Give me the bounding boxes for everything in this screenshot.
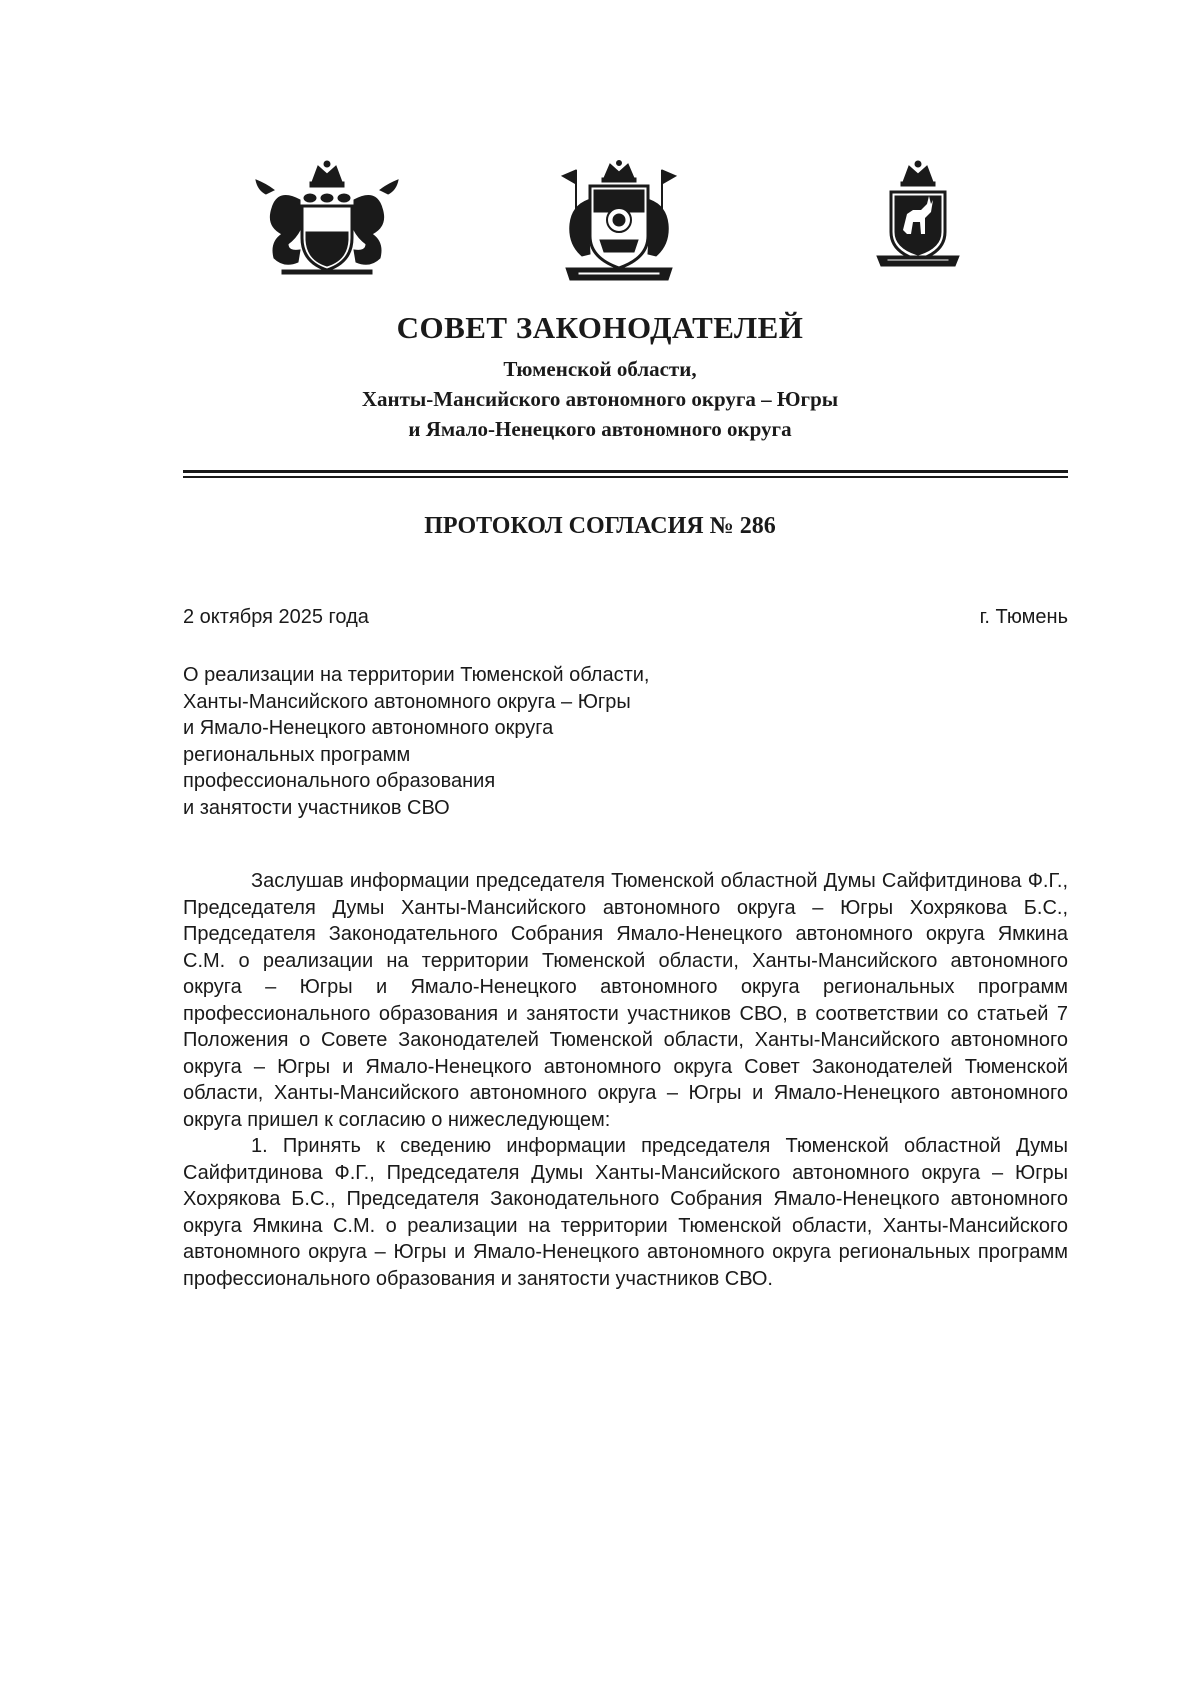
organization-title: СОВЕТ ЗАКОНОДАТЕЛЕЙ	[396, 310, 804, 345]
subject-line: и занятости участников СВО	[183, 796, 450, 819]
organization-line-3: и Ямало-Ненецкого автономного округа	[408, 417, 792, 441]
document-body	[183, 868, 1068, 1292]
document-subject	[183, 662, 803, 821]
tyumen-oblast-emblem-icon	[252, 160, 402, 280]
body-paragraph: 1. Принять к сведению информации председателя Тюменской областной Думы Сайфитдинова Ф.Г., Председателя Думы Ханты-Мансийского автономного округа – Югры Хохрякова Б.С., Председателя Законодательного Собрания Ямало-Ненецкого автономного округа Ямкина С.М. о реализации на территории Тюменской области, Ханты-Мансийского автономного округа – Югры и Ямало-Ненецкого автономного округа региональных программ профессионального образования и занятости участников СВО.	[183, 1135, 1068, 1290]
subject-line: О реализации на территории Тюменской области,	[183, 664, 650, 686]
divider-thin	[183, 476, 1068, 478]
organization-line-2: Ханты-Мансийского автономного округа – Югры	[361, 387, 839, 411]
emblems-row	[0, 158, 1200, 288]
divider-thick	[183, 470, 1068, 473]
organization-line-1: Тюменской области,	[503, 357, 697, 381]
protocol-title: ПРОТОКОЛ СОГЛАСИЯ № 286	[424, 513, 776, 539]
body-paragraph: Заслушав информации председателя Тюменской областной Думы Сайфитдинова Ф.Г., Председателя Думы Ханты-Мансийского автономного округа – Югры Хохрякова Б.С., Председателя Законодательного Собрания Ямало-Ненецкого автономного округа Ямкина С.М. о реализации на территории Тюменской области, Ханты-Мансийского автономного округа – Югры и Ямало-Ненецкого автономного округа региональных программ профессионального образования и занятости участников СВО, в соответствии со статьей 7 Положения о Совете Законодателей Тюменской области, Ханты-Мансийского автономного округа – Югры и Ямало-Ненецкого автономного округа Совет Законодателей Тюменской области, Ханты-Мансийского автономного округа – Югры и Ямало-Ненецкого автономного округа пришел к согласию о нижеследующем:	[183, 870, 1068, 1131]
subject-line: профессионального образования	[183, 770, 496, 792]
header-divider	[183, 470, 1068, 478]
document-date: 2 октября 2025 года	[183, 606, 369, 628]
document-header	[0, 308, 1200, 444]
yamalo-nenets-emblem-icon	[873, 160, 963, 272]
subject-line: Ханты-Мансийского автономного округа – Югры	[183, 690, 631, 713]
document-city: г. Тюмень	[979, 606, 1068, 628]
subject-line: и Ямало-Ненецкого автономного округа	[183, 717, 554, 739]
subject-line: региональных программ	[183, 743, 411, 766]
khanty-mansi-emblem-icon	[558, 160, 680, 286]
